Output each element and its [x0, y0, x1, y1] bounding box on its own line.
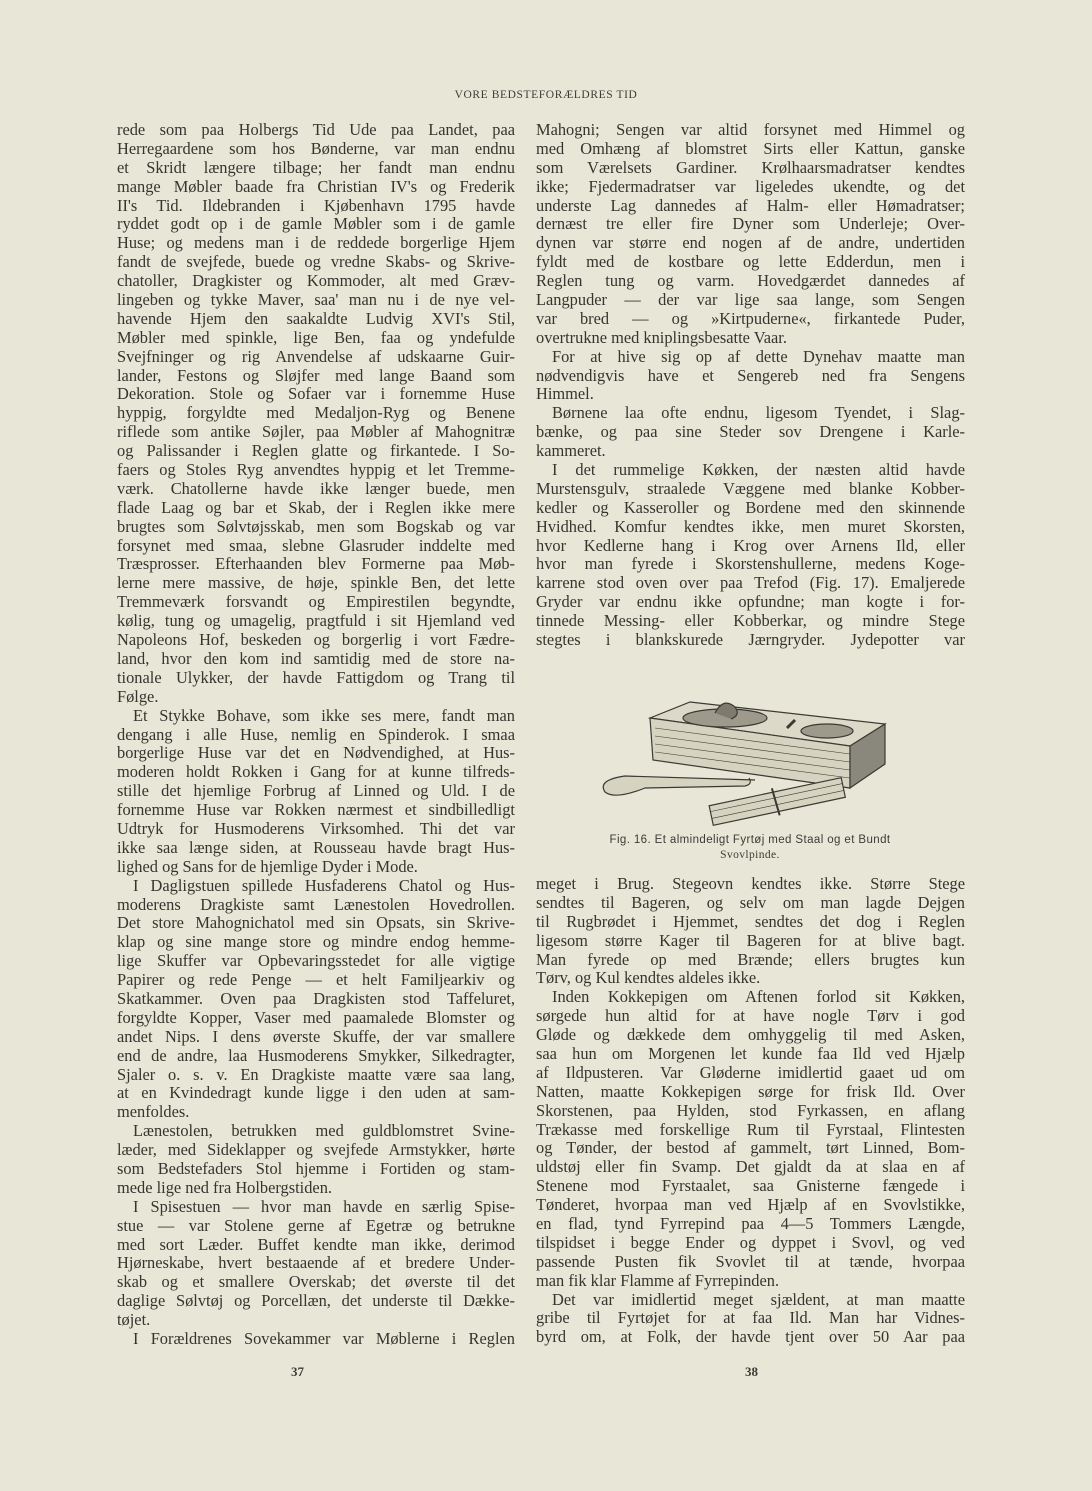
text-line: sendtes til Bageren, og selv om man lagde Dejgen	[536, 893, 965, 912]
text-line: tinnede Messing- eller Kobberkar, og mindre Stege	[536, 612, 965, 631]
text-line: moderens Dragkiste samt Lænestolen Hovedrollen.	[117, 895, 515, 914]
text-line: passende Pusten fik Svovlet til at tænde, hvorpaa	[536, 1252, 965, 1271]
text-line: Skorstenen, paa Hylden, stod Fyrkassen, en aflang	[536, 1101, 965, 1120]
figure-caption	[560, 833, 940, 863]
page-number-left: 37	[291, 1364, 304, 1379]
text-line: gribe til Fyrtøjet for at faa Ild. Man har Vidnes-	[536, 1309, 965, 1328]
text-line: Skatkammer. Oven paa Dragkisten stod Taffeluret,	[117, 989, 515, 1008]
text-line: daglige Sølvtøj og Porcellæn, det underste til Dække-	[117, 1292, 515, 1311]
text-line: Børnene laa ofte endnu, ligesom Tyendet, i Slag-	[552, 404, 965, 423]
text-line: ryddet godt op i de gamle Møbler som i de gamle	[117, 215, 515, 234]
text-line: moderen holdt Rokken i Gang for at kunne tilfreds-	[117, 763, 515, 782]
text-line: riflede som antike Søjler, paa Møbler af Mahognitræ	[117, 423, 515, 442]
text-line: stille det hjemlige Forbrug af Linned og Uld. I de	[117, 782, 515, 801]
text-line: forsynet med smaa, slebne Glasruder inddelte med	[117, 536, 515, 555]
text-line: Svejfninger og rig Anvendelse af udskaarne Guir-	[117, 347, 515, 366]
text-line: af Ildpusteren. Var Gløderne imidlertid gaaet ud om	[536, 1063, 965, 1082]
text-line: II's Tid. Ildebranden i Kjøbenhavn 1795 havde	[117, 196, 515, 215]
text-line: skab og et smallere Overskab; det øverste til det	[117, 1273, 515, 1292]
text-line: bænke, og paa sine Steder sov Drengene i Karle-	[536, 423, 965, 442]
text-line: stue — var Stolene gerne af Egetræ og betrukne	[117, 1216, 515, 1235]
text-line: Huse; og medens man i de reddede borgerlige Hjem	[117, 234, 515, 253]
tinderbox-drawing	[595, 688, 915, 828]
text-line: saa hun om Morgenen let kunde faa Ild ved Hjælp	[536, 1045, 965, 1064]
text-line: dengang i alle Huse, nemlig en Spinderok. I smaa	[117, 725, 515, 744]
text-line: stegtes i blankskurede Jærngryder. Jydepotter var	[536, 631, 965, 650]
text-line: kølig, tung og umagelig, pragtfuld i sit Hjemland ved	[117, 612, 515, 631]
text-line: klap og sine mange store og mindre endog hemme-	[117, 933, 515, 952]
text-line: Herregaardene som hos Bønderne, var man endnu	[117, 139, 515, 158]
text-line: karrene stod oven over paa Trefod (Fig. 17). Emaljerede	[536, 574, 965, 593]
text-line: faers og Stoles Ryg anvendtes hyppig et let Tremme-	[117, 461, 515, 480]
text-line: meget i Brug. Stegeovn kendtes ikke. Større Stege	[536, 875, 965, 893]
text-line: Man fyrede op med Brænde; ellers brugtes kun	[536, 950, 965, 969]
text-line: lighed og Sans for de hjemlige Dyder i Mode.	[117, 857, 418, 876]
figure-tinderbox-illustration	[595, 688, 915, 828]
text-line: ikke saa længe siden, at Rousseau havde bragt Hus-	[117, 838, 515, 857]
text-line: hvor Kedlerne hang i Krog over Arnens Ild, eller	[536, 536, 965, 555]
text-line: fandt de svejfede, buede og vredne Skabs- og Skrive-	[117, 253, 515, 272]
text-line: fornemme Huse var Rokken nærmest et sindbilledligt	[117, 801, 515, 820]
text-line: overtrukne med kniplingsbesatte Vaar.	[536, 328, 787, 347]
text-line: og Palissander i Reglen glatte og firkantede. I So-	[117, 442, 515, 461]
text-line: tøjet.	[117, 1311, 151, 1330]
text-line: land, hvor den kom ind samtidig med de store na-	[117, 649, 515, 668]
text-line: som Bedstefaders Stol hjemme i Fortiden og stam-	[117, 1159, 515, 1178]
text-line: lige Skuffer var Opbevaringsstedet for alle vigtige	[117, 952, 515, 971]
text-line: værk. Chatollerne havde ikke længer buede, men	[117, 479, 515, 498]
text-line: hvor man fyrede i Skorstenshullerne, medens Koge-	[536, 555, 965, 574]
text-line: fyldt med de kostbare og lette Edderdun, men i	[536, 253, 965, 272]
text-line: dynen var større end nogen af de andre, undertiden	[536, 234, 965, 253]
text-line: mede lige ned fra Holbergstiden.	[117, 1178, 332, 1197]
right-column-bottom-text	[536, 875, 965, 1347]
text-line: byrd om, at Folk, der havde tjent over 50 Aar paa	[536, 1328, 965, 1347]
text-line: brugtes som Sølvtøjsskab, men som Bogskab og var	[117, 517, 515, 536]
text-line: læder, med Sideklapper og svejfede Armstykker, hørte	[117, 1141, 515, 1160]
text-line: Gløde og dækkede dem omhyggelig til med Asken,	[536, 1026, 965, 1045]
text-line: tilspidset i begge Ender og dyppet i Svovl, og ved	[536, 1233, 965, 1252]
text-line: Papirer og rede Penge — et helt Familjearkiv og	[117, 971, 515, 990]
text-line: dernæst tre eller fire Dyner som Underleje; Over-	[536, 215, 965, 234]
figure-caption-line-1: Fig. 16. Et almindeligt Fyrtøj med Staal og et Bundt	[609, 834, 891, 846]
text-line: Hvidhed. Komfur kendtes ikke, men muret Skorsten,	[536, 517, 965, 536]
text-line: havende Hjem den saakaldte Ludvig XVI's Stil,	[117, 309, 515, 328]
text-line: Hjørneskabe, hvert bestaaende af et bredere Under-	[117, 1254, 515, 1273]
text-line: Dekoration. Stole og Sofaer var i fornemme Huse	[117, 385, 515, 404]
text-line: Natten, maatte Kokkepigen sørge for frisk Ild. Over	[536, 1082, 965, 1101]
text-line: som Værelsets Gardiner. Krølhaarsmadratser kendtes	[536, 158, 965, 177]
text-line: et Skridt længere tilbage; her fandt man endnu	[117, 158, 515, 177]
figure-caption-line-2: Svovlpinde.	[720, 849, 780, 861]
text-line: Det store Mahognichatol med sin Opsats, sin Skrive-	[117, 914, 515, 933]
text-line: Stenene mod Fyrstaalet, saa Gnisterne fængede i	[536, 1177, 965, 1196]
text-line: og Tønder, der bestod af gammelt, tørt Linned, Bom-	[536, 1139, 965, 1158]
left-column-text	[117, 121, 515, 1349]
text-line: Reglen tung og varm. Hovedgærdet dannedes af	[536, 272, 965, 291]
text-line: Udtryk for Husmoderens Virksomhed. Thi det var	[117, 819, 515, 838]
text-line: var bred — og »Kirtpuderne«, firkantede Puder,	[536, 309, 965, 328]
text-line: ligesom større Kager til Bageren for at blive bagt.	[536, 931, 965, 950]
text-line: Langpuder — der var lige saa lange, som Sengen	[536, 291, 965, 310]
text-line: underste Lag dannedes af Halm- eller Hømadratser;	[536, 196, 965, 215]
text-line: med Omhæng af blomstret Sirts eller Kattun, ganske	[536, 139, 965, 158]
text-line: lerne mere massive, de høje, spinkle Ben, det lette	[117, 574, 515, 593]
text-line: en flad, tynd Fyrrepind paa 4—5 Tommers Længde,	[536, 1215, 965, 1234]
text-line: Inden Kokkepigen om Aftenen forlod sit Køkken,	[552, 988, 965, 1007]
running-head: VORE BEDSTEFORÆLDRES TID	[454, 89, 638, 101]
text-line: menfoldes.	[117, 1103, 190, 1122]
text-line: Mahogni; Sengen var altid forsynet med Himmel og	[536, 121, 965, 139]
text-line: Sjaler o. s. v. En Dragkiste maatte være saa lang,	[117, 1065, 515, 1084]
text-line: Trækasse med forskellige Rum til Fyrstaal, Flintesten	[536, 1120, 965, 1139]
text-line: nødvendigvis have et Sengereb ned fra Sengens	[536, 366, 965, 385]
text-line: ikke; Fjedermadratser var ligeledes ukendte, og det	[536, 177, 965, 196]
text-line: Gryder var endnu ikke opfundne; man kogte i for-	[536, 593, 965, 612]
text-line: Murstensgulv, straalede Væggene med blanke Kobber-	[536, 479, 965, 498]
text-line: Lænestolen, betrukken med guldblomstret Svine-	[133, 1122, 515, 1141]
text-line: rede som paa Holbergs Tid Ude paa Landet, paa	[117, 121, 515, 139]
text-line: I Dagligstuen spillede Husfaderens Chatol og Hus-	[133, 876, 515, 895]
text-line: Følge.	[117, 687, 159, 706]
text-line: man fik klar Flamme af Fyrrepinden.	[536, 1271, 780, 1290]
text-line: med sort Læder. Buffet kendte man ikke, derimod	[117, 1235, 515, 1254]
text-line: I det rummelige Køkken, der næsten altid havde	[552, 461, 965, 480]
text-line: flade Laag og bar et Skab, der i Reglen ikke mere	[117, 498, 515, 517]
text-line: forgyldte Kopper, Vaser med paamalede Blomster og	[117, 1008, 515, 1027]
text-line: For at hive sig op af dette Dynehav maatte man	[552, 347, 965, 366]
text-line: chatoller, Dragkister og Kommoder, alt med Græv-	[117, 272, 515, 291]
text-line: Tønderet, hvorpaa man ved Hjælp af en Svovlstikke,	[536, 1196, 965, 1215]
text-line: I Spisestuen — hvor man havde en særlig Spise-	[133, 1197, 515, 1216]
text-line: at en Kvindedragt kunde ligge i den uden at sam-	[117, 1084, 515, 1103]
text-line: Det var imidlertid meget sjældent, at man maatte	[552, 1290, 965, 1309]
text-line: Napoleons Hof, beskeden og borgerlig i vort Fædre-	[117, 631, 515, 650]
text-line: til Rugbrødet i Hjemmet, sendtes det dog i Reglen	[536, 912, 965, 931]
text-line: end de andre, laa Husmoderens Smykker, Silkedragter,	[117, 1046, 515, 1065]
text-line: Tørv, og Kul kendtes aldeles ikke.	[536, 969, 761, 988]
page-number-right: 38	[745, 1364, 758, 1379]
text-line: Træsprosser. Efterhaanden blev Formerne paa Møb-	[117, 555, 515, 574]
text-line: Et Stykke Bohave, som ikke ses mere, fandt man	[133, 706, 515, 725]
text-line: Møbler med spinkle, lige Ben, faa og yndefulde	[117, 328, 515, 347]
text-line: kammeret.	[536, 442, 606, 461]
text-line: sørgede hun altid for at have nogle Tørv i god	[536, 1007, 965, 1026]
text-line: Tremmeværk forsvandt og Empirestilen begyndte,	[117, 593, 515, 612]
text-line: kedler og Kasseroller og Bordene med den skinnende	[536, 498, 965, 517]
right-column-top-text	[536, 121, 965, 650]
text-line: Himmel.	[536, 385, 594, 404]
text-line: mange Møbler baade fra Christian IV's og Frederik	[117, 177, 515, 196]
text-line: andet Nips. I dens øverste Skuffe, der var smallere	[117, 1027, 515, 1046]
text-line: borgerlige Huse var det en Nødvendighed, at Hus-	[117, 744, 515, 763]
text-line: uldstøj eller fin Svamp. Det gjaldt da at slaa en af	[536, 1158, 965, 1177]
text-line: lander, Festons og Sløjfer med lange Baand som	[117, 366, 515, 385]
text-line: hyppig, forgyldte med Medaljon-Ryg og Benene	[117, 404, 515, 423]
text-line: I Forældrenes Sovekammer var Møblerne i Reglen	[133, 1330, 515, 1348]
text-line: tionale Ulykker, der havde Fattigdom og Trang til	[117, 668, 515, 687]
text-line: lingeben og tykke Maver, saa' man nu i de nye vel-	[117, 291, 515, 310]
